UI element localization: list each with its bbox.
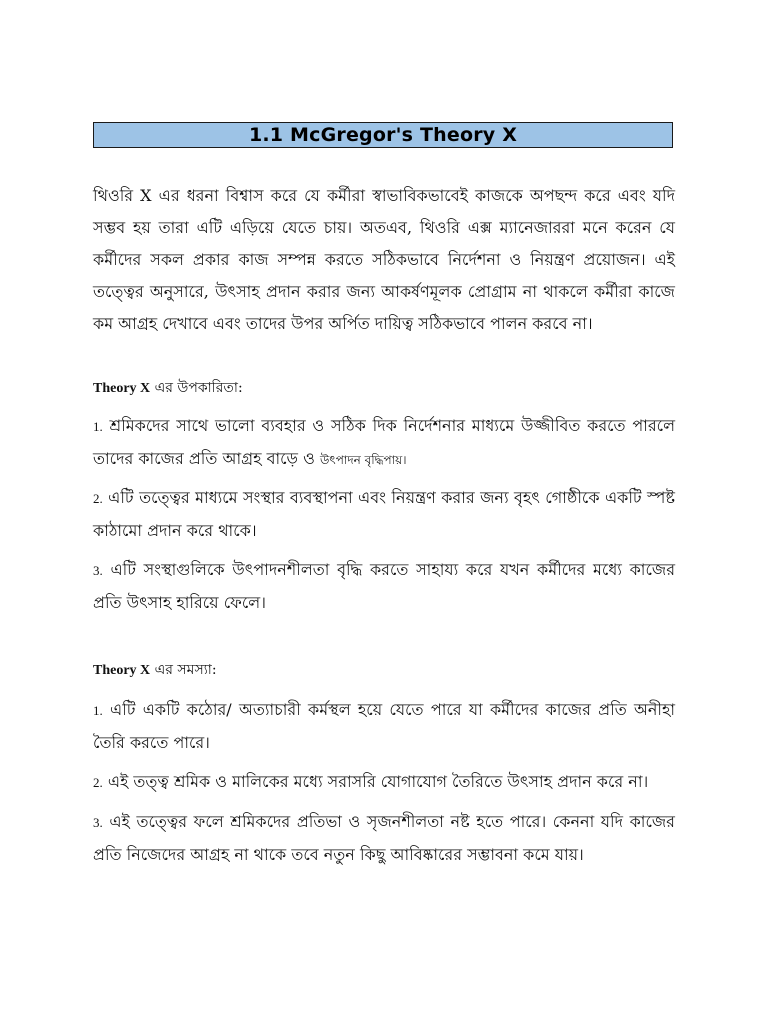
item-number: 2. [93,491,103,506]
advantages-item-1 [93,410,675,476]
advantages-heading-text: এর উপকারিতা: [150,380,243,396]
item-number: 1. [93,419,103,434]
problems-item-1 [93,694,675,759]
item-text: এই তত্ত্বের ফলে শ্রমিকদের প্রতিভা ও সৃজনশীলতা নষ্ট হতে পারে। কেননা যদি কাজের প্রতি নিজেদের আগ্রহ না থাকে তবে নতুন কিছু আবিষ্কারের সম্ভাবনা কমে যায়। [93,812,675,864]
intro-paragraph: থিওরি X এর ধরনা বিশ্বাস করে যে কর্মীরা স্বাভাবিকভাবেই কাজকে অপছন্দ করে এবং যদি সম্ভব হয় তারা এটি এড়িয়ে যেতে চায়। অতএব, থিওরি এক্স ম্যানেজাররা মনে করেন যে কর্মীদের সকল প্রকার কাজ সম্পন্ন করতে সঠিকভাবে নির্দেশনা ও নিয়ন্ত্রণ প্রয়োজন। এই তত্ত্বের অনুসারে, উৎসাহ প্রদান করার জন্য আকর্ষণমূলক প্রোগ্রাম না থাকলে কর্মীরা কাজে কম আগ্রহ দেখাবে এবং তাদের উপর অর্পিত দায়িত্ব সঠিকভাবে পালন করবে না। [93,186,675,333]
item-text: শ্রমিকদের সাথে ভালো ব্যবহার ও সঠিক দিক নির্দেশনার মাধ্যমে উজ্জীবিত করতে পারলে তাদের কাজের প্রতি আগ্রহ বাড়ে ও [93,416,675,468]
list-item [93,410,675,476]
item-text-tail: উৎপাদন বৃদ্ধিপায়। [319,453,407,467]
item-text: এটি সংস্থাগুলিকে উৎপাদনশীলতা বৃদ্ধি করতে সাহায্য করে যখন কর্মীদের মধ্যে কাজের প্রতি উৎসাহ হারিয়ে ফেলে। [93,560,675,612]
advantages-heading-latin: Theory X [93,381,151,396]
advantages-item-2 [93,482,675,547]
item-number: 2. [93,775,103,790]
problems-heading-latin: Theory X [93,663,151,678]
problems-heading-block [93,660,675,681]
item-number: 1. [93,703,103,718]
section-title-box [93,122,673,148]
problems-item-2 [93,766,675,799]
item-text: এটি তত্ত্বের মাধ্যমে সংস্থার ব্যবস্থাপনা এবং নিয়ন্ত্রণ করার জন্য বৃহৎ গোষ্ঠীকে একটি স্পষ্ট কাঠামো প্রদান করে থাকে। [93,488,675,540]
list-item [93,766,675,799]
problems-heading-text: এর সমস্যা: [150,662,217,678]
problems-heading [93,660,675,681]
problems-item-3 [93,806,675,871]
advantages-heading-block [93,378,675,399]
intro-block [93,180,675,340]
item-number: 3. [93,563,103,578]
section-title: 1.1 McGregor's Theory X [248,124,518,146]
item-text: এটি একটি কঠোর/ অত্যাচারী কর্মস্থল হয়ে যেতে পারে যা কর্মীদের কাজের প্রতি অনীহা তৈরি করতে পারে। [93,700,675,752]
list-item [93,806,675,871]
item-number: 3. [93,815,103,830]
item-text: এই তত্ত্ব শ্রমিক ও মালিকের মধ্যে সরাসরি যোগাযোগ তৈরিতে উৎসাহ প্রদান করে না। [102,772,649,791]
list-item [93,694,675,759]
advantages-item-3 [93,554,675,619]
list-item [93,554,675,619]
advantages-heading [93,378,675,399]
list-item [93,482,675,547]
